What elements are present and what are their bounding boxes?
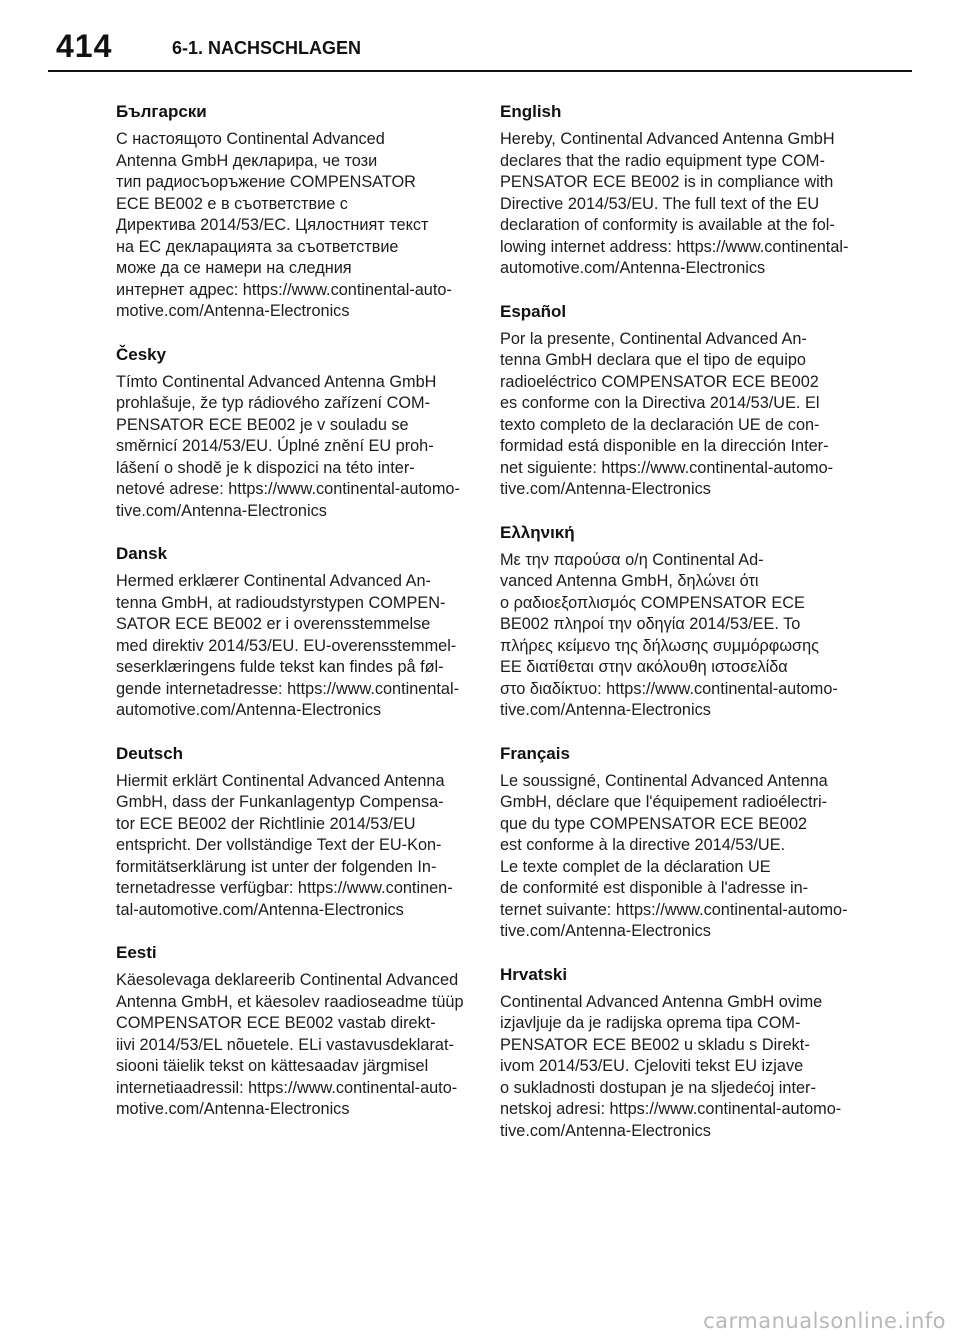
lang-title: Español: [500, 301, 567, 321]
lang-block-german: [116, 742, 464, 922]
left-column: [116, 100, 464, 1141]
lang-text: Continental Advanced Antenna GmbH ovime izjavljuje da je radijska oprema tipa COM- PENSATOR ECE BE002 u skladu s Direkt- ivom 2014/53/EU. Cjeloviti tekst EU izjave o sukladnosti dostupan je na sljedećoj inter- netskoj adresi: https://www.continental-automo- tive.com/Antenna-Electronics: [500, 992, 842, 1140]
lang-block-french: [500, 742, 852, 943]
lang-text: Hiermit erklärt Continental Advanced Antenna GmbH, dass der Funkanlagentyp Compensa- tor ECE BE002 der Richtlinie 2014/53/EU entspricht. Der vollständige Text der EU-Kon- formitätserklärung ist unter der folgenden In- ternetadresse verfügbar: https://www.continen- tal-automotive.com/Antenna-Electronics: [116, 771, 453, 919]
lang-block-greek: [500, 521, 852, 722]
lang-block-danish: [116, 542, 464, 722]
page-number: 414: [56, 28, 113, 64]
header-rule: [48, 70, 912, 72]
right-column: [500, 100, 852, 1162]
lang-block-estonian: [116, 941, 464, 1121]
lang-title: Dansk: [116, 544, 168, 563]
lang-title: Hrvatski: [500, 964, 568, 984]
lang-title: Ελληνική: [500, 522, 575, 542]
lang-title: Eesti: [116, 943, 157, 962]
lang-title: Česky: [116, 344, 167, 364]
watermark: carmanualsonline.info: [703, 1309, 946, 1333]
lang-block-czech: [116, 343, 464, 523]
lang-title: Deutsch: [116, 743, 184, 763]
lang-text: Tímto Continental Advanced Antenna GmbH prohlašuje, že typ rádiového zařízení COM- PENSATOR ECE BE002 je v souladu se směrnicí 2014/53/EU. Úplné znění EU proh- lášení o shodě je k dispozici na této inter- netové adrese: https://www.continental-automo- tive.com/Antenna-Electronics: [116, 372, 460, 520]
lang-block-english: [500, 100, 852, 280]
lang-title: Български: [116, 102, 207, 121]
lang-block-bulgarian: [116, 100, 464, 323]
lang-text: Por la presente, Continental Advanced An- tenna GmbH declara que el tipo de equipo radioeléctrico COMPENSATOR ECE BE002 es conforme con la Directiva 2014/53/UE. El texto completo de la declaración UE de con- formidad está disponible en la dirección Inter- net siguiente: https://www.continental-automo- tive.com/Antenna-Electronics: [500, 329, 834, 498]
lang-text: Hereby, Continental Advanced Antenna GmbH declares that the radio equipment type COM- PENSATOR ECE BE002 is in compliance with Directive 2014/53/EU. The full text of the EU declaration of conformity is available at the fol- lowing internet address: https://www.continental- automotive.com/Antenna-Electronics: [500, 130, 849, 277]
lang-title: English: [500, 102, 562, 121]
lang-block-spanish: [500, 300, 852, 501]
lang-text: Käesolevaga deklareerib Continental Advanced Antenna GmbH, et käesolev raadioseadme tüüp COMPENSATOR ECE BE002 vastab direkt- iivi 2014/53/EL nõuetele. ELi vastavusdeklarat- siooni täielik tekst on kättesaadav järgmisel internetiaadressil: https://www.continental-auto- motive.com/Antenna-Electronics: [116, 971, 464, 1118]
section-title: 6-1. NACHSCHLAGEN: [172, 38, 362, 58]
lang-text: Με την παρούσα ο/η Continental Ad- vanced Antenna GmbH, δηλώνει ότι ο ραδιοεξοπλισμός COMPENSATOR ECE BE002 πληροί την οδηγία 2014/53/ΕΕ. Το πλήρες κείμενο της δήλωσης συμμόρφωσης ΕΕ διατίθεται στην ακόλουθη ιστοσελίδα στο διαδίκτυο: https://www.continental-automo- tive.com/Antenna-Electronics: [500, 550, 838, 719]
lang-title: Français: [500, 743, 570, 763]
lang-text: С настоящото Continental Advanced Antenna GmbH декларира, че този тип радиосъоръжение COMPENSATOR ECE BE002 е в съответствие с Директива 2014/53/ЕС. Цялостният текст на ЕС декларацията за съответствие може да се намери на следния интернет адрес: https://www.continental-auto- motive.com/Antenna-Electronics: [116, 130, 452, 320]
page-header: [0, 0, 960, 82]
lang-text: Le soussigné, Continental Advanced Antenna GmbH, déclare que l'équipement radioélectri- que du type COMPENSATOR ECE BE002 est conforme à la directive 2014/53/UE. Le texte complet de la déclaration UE de conformité est disponible à l'adresse in- ternet suivante: https://www.continental-automo- tive.com/Antenna-Electronics: [500, 771, 848, 940]
lang-block-croatian: [500, 963, 852, 1143]
lang-text: Hermed erklærer Continental Advanced An- tenna GmbH, at radioudstyrstypen COMPEN- SATOR ECE BE002 er i overensstemmelse med direktiv 2014/53/EU. EU-overensstemmel- seserklæringens fulde tekst kan findes på føl- gende internetadresse: https://www.continental- automotive.com/Antenna-Electronics: [116, 572, 460, 719]
